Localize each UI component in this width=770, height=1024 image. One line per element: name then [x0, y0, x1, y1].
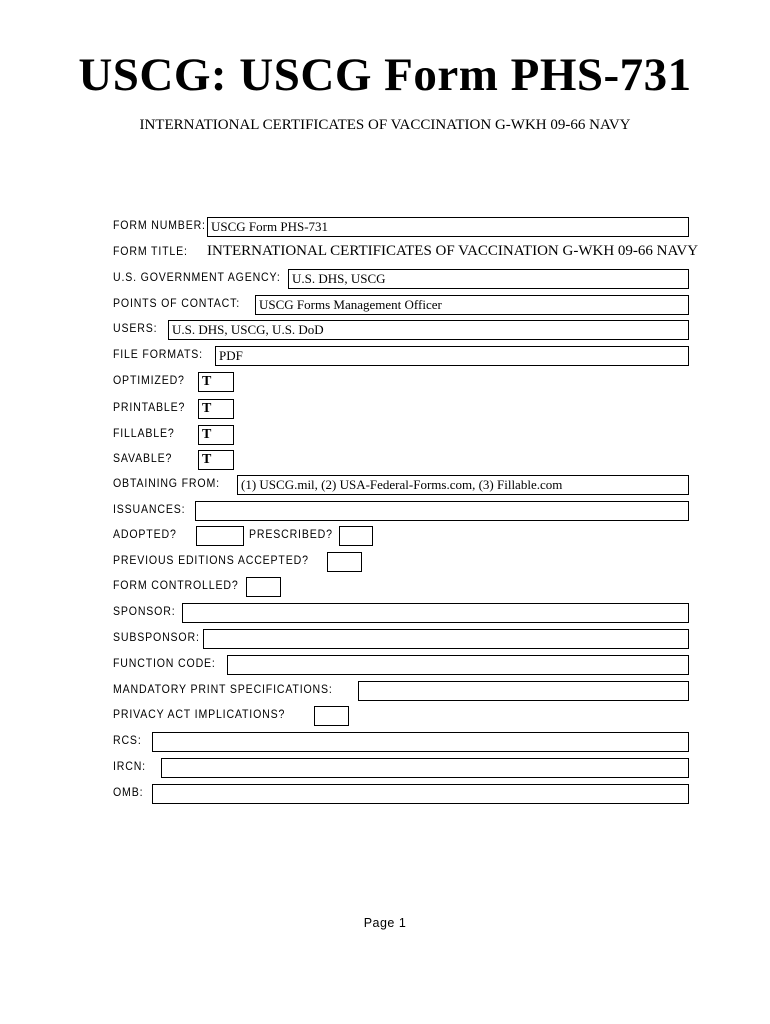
omb-field[interactable] — [152, 784, 689, 804]
printable-field[interactable]: T — [198, 399, 234, 419]
subsponsor-label: SUBSPONSOR: — [113, 632, 200, 644]
agency-label: U.S. GOVERNMENT AGENCY: — [113, 272, 281, 284]
function-code-field[interactable] — [227, 655, 689, 675]
omb-label: OMB: — [113, 787, 144, 799]
form-number-field[interactable]: USCG Form PHS-731 — [207, 217, 689, 237]
function-code-label: FUNCTION CODE: — [113, 658, 216, 670]
form-number-label: FORM NUMBER: — [113, 220, 206, 232]
page-number: Page 1 — [363, 916, 407, 930]
rcs-label: RCS: — [113, 735, 142, 747]
users-label: USERS: — [113, 323, 158, 335]
sponsor-field[interactable] — [182, 603, 689, 623]
contact-label: POINTS OF CONTACT: — [113, 298, 240, 310]
form-title-value: INTERNATIONAL CERTIFICATES OF VACCINATION G-WKH 09-66 NAVY — [207, 243, 699, 259]
ircn-field[interactable] — [161, 758, 689, 778]
mandatory-print-label: MANDATORY PRINT SPECIFICATIONS: — [113, 684, 333, 696]
form-controlled-field[interactable] — [246, 577, 281, 597]
optimized-label: OPTIMIZED? — [113, 375, 185, 387]
fillable-label: FILLABLE? — [113, 428, 175, 440]
previous-editions-label: PREVIOUS EDITIONS ACCEPTED? — [113, 555, 309, 567]
file-formats-field[interactable]: PDF — [215, 346, 689, 366]
adopted-field[interactable] — [196, 526, 244, 546]
rcs-field[interactable] — [152, 732, 689, 752]
form-subtitle: INTERNATIONAL CERTIFICATES OF VACCINATION G-WKH 09-66 NAVY — [139, 117, 631, 133]
prescribed-label: PRESCRIBED? — [249, 529, 333, 541]
issuances-label: ISSUANCES: — [113, 504, 186, 516]
file-formats-label: FILE FORMATS: — [113, 349, 203, 361]
privacy-act-label: PRIVACY ACT IMPLICATIONS? — [113, 709, 286, 721]
agency-field[interactable]: U.S. DHS, USCG — [288, 269, 689, 289]
adopted-label: ADOPTED? — [113, 529, 177, 541]
obtaining-from-label: OBTAINING FROM: — [113, 478, 220, 490]
fillable-field[interactable]: T — [198, 425, 234, 445]
users-field[interactable]: U.S. DHS, USCG, U.S. DoD — [168, 320, 689, 340]
prescribed-field[interactable] — [339, 526, 373, 546]
form-controlled-label: FORM CONTROLLED? — [113, 580, 239, 592]
subsponsor-field[interactable] — [203, 629, 689, 649]
savable-label: SAVABLE? — [113, 453, 173, 465]
mandatory-print-field[interactable] — [358, 681, 689, 701]
savable-field[interactable]: T — [198, 450, 234, 470]
previous-editions-field[interactable] — [327, 552, 362, 572]
optimized-field[interactable]: T — [198, 372, 234, 392]
form-title-heading: USCG: USCG Form PHS-731 — [78, 49, 692, 101]
issuances-field[interactable] — [195, 501, 689, 521]
sponsor-label: SPONSOR: — [113, 606, 176, 618]
privacy-act-field[interactable] — [314, 706, 349, 726]
obtaining-from-field[interactable]: (1) USCG.mil, (2) USA-Federal-Forms.com, (3) Fillable.com — [237, 475, 689, 495]
form-title-label: FORM TITLE: — [113, 246, 188, 258]
contact-field[interactable]: USCG Forms Management Officer — [255, 295, 689, 315]
ircn-label: IRCN: — [113, 761, 146, 773]
printable-label: PRINTABLE? — [113, 402, 186, 414]
